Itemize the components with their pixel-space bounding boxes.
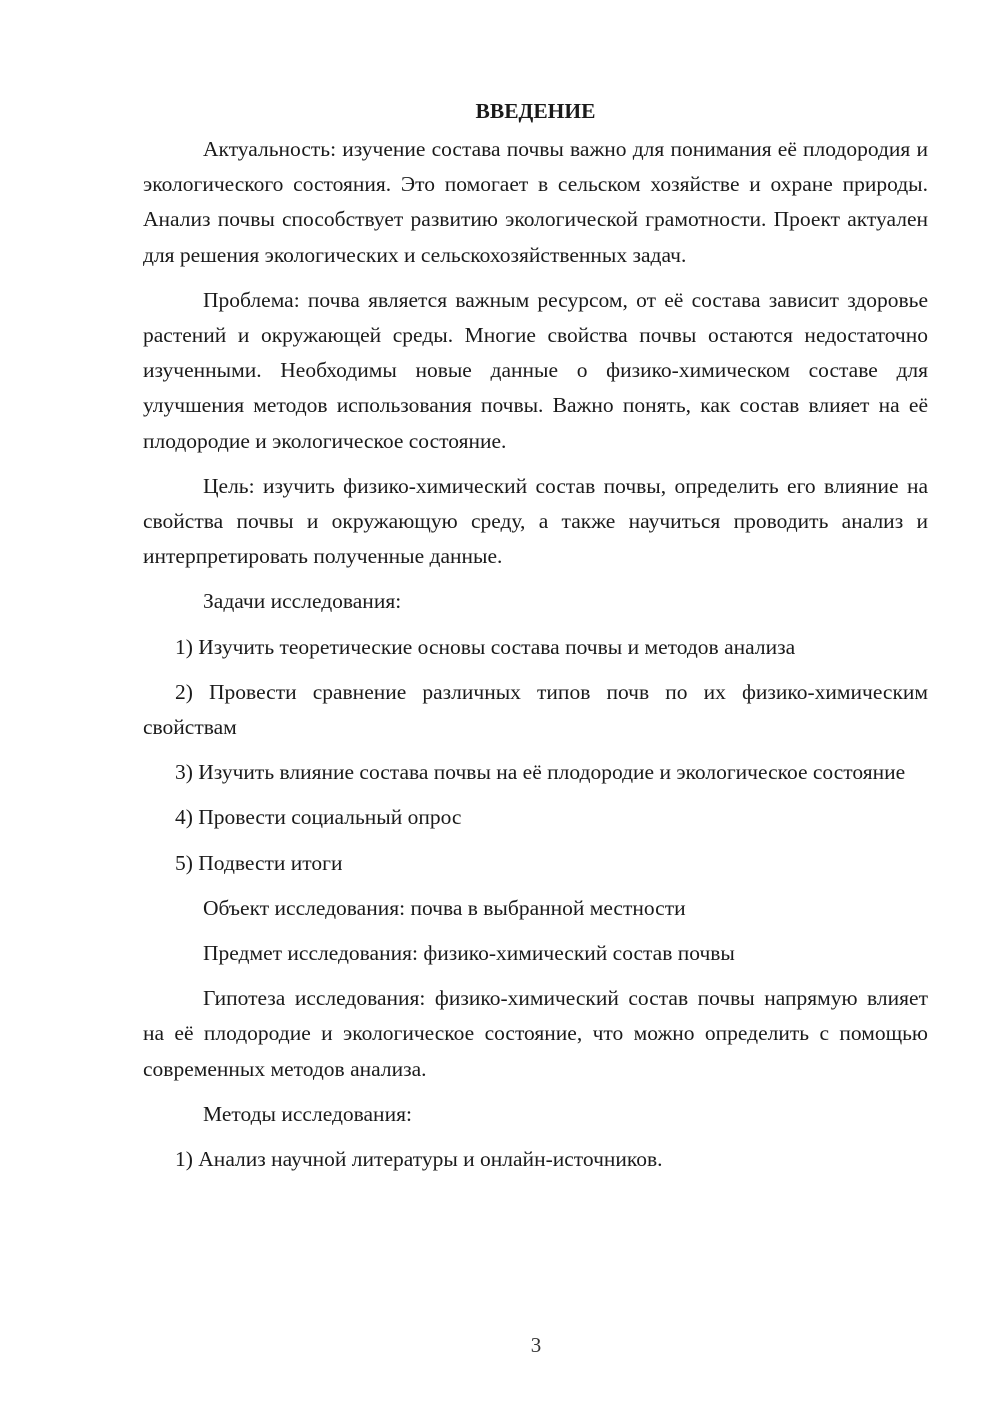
method-item-1: 1) Анализ научной литературы и онлайн-источников.: [175, 1147, 663, 1172]
task-item-4: 4) Провести социальный опрос: [175, 805, 462, 830]
object-paragraph: Объект исследования: почва в выбранной местности: [203, 895, 686, 920]
hypothesis-paragraph: Гипотеза исследования: физико-химический состав почвы напрямую влияет на её плодородие и экологическое состояние, что можно определить с помощью современных методов анализа.: [143, 986, 928, 1081]
relevance-paragraph: Актуальность: изучение состава почвы важно для понимания её плодородия и экологического состояния. Это помогает в сельском хозяйстве и охране природы. Анализ почвы способствует развитию экологической грамотности. Проект актуален для решения экологических и сельскохозяйственных задач.: [143, 137, 928, 267]
task-item-5: 5) Подвести итоги: [175, 850, 343, 875]
document-page: [143, 96, 928, 1187]
task-item-3: 3) Изучить влияние состава почвы на её плодородие и экологическое состояние: [175, 760, 906, 785]
problem-paragraph: Проблема: почва является важным ресурсом, от её состава зависит здоровье растений и окружающей среды. Многие свойства почвы остаются недостаточно изученными. Необходимы новые данные о физико-химическом составе для улучшения методов использования почвы. Важно понять, как состав влияет на её плодородие и экологическое состояние.: [143, 287, 928, 453]
goal-paragraph: Цель: изучить физико-химический состав почвы, определить его влияние на свойства почвы и окружающую среду, а также научиться проводить анализ и интерпретировать полученные данные.: [143, 473, 928, 569]
task-item-2: 2) Провести сравнение различных типов почв по их физико-химическим свойствам: [143, 679, 928, 740]
tasks-title: Задачи исследования:: [203, 589, 402, 614]
subject-paragraph: Предмет исследования: физико-химический состав почвы: [203, 941, 735, 966]
section-heading: ВВЕДЕНИЕ: [475, 99, 596, 123]
methods-title: Методы исследования:: [203, 1101, 412, 1126]
page-number: 3: [530, 1333, 542, 1357]
task-item-1: 1) Изучить теоретические основы состава почвы и методов анализа: [175, 634, 796, 659]
